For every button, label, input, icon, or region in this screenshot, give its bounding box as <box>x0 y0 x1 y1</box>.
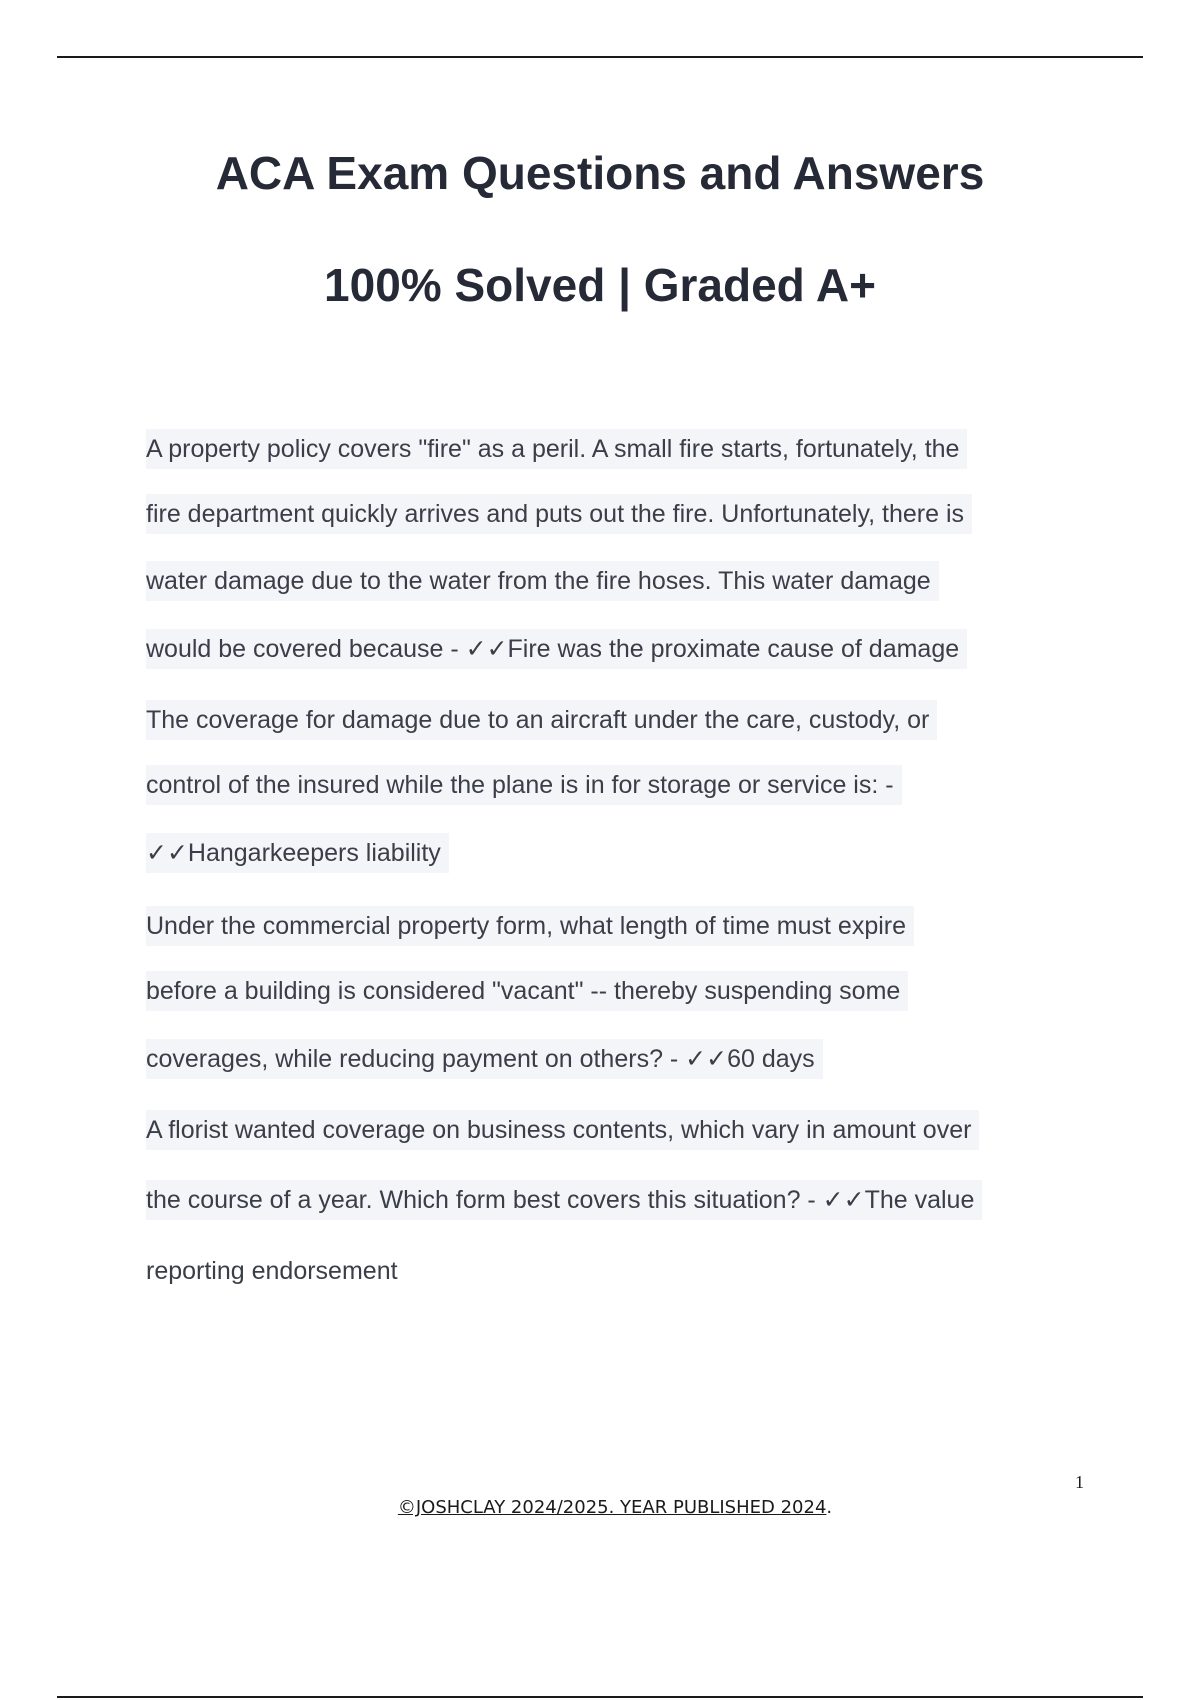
qa-line: fire department quickly arrives and puts out the fire. Unfortunately, there is <box>146 494 972 534</box>
footer-copyright: ©JOSHCLAY 2024/2025. YEAR PUBLISHED 2024 <box>397 1497 827 1518</box>
document-title-line-1: ACA Exam Questions and Answers <box>215 147 985 199</box>
qa-line: reporting endorsement <box>146 1257 398 1285</box>
qa-line: A property policy covers "fire" as a peril. A small fire starts, fortunately, the <box>146 429 967 469</box>
qa-line: ✓✓Hangarkeepers liability <box>146 833 449 873</box>
qa-line: Under the commercial property form, what length of time must expire <box>146 906 914 946</box>
top-rule <box>57 56 1143 58</box>
footer <box>0 1497 1200 1518</box>
qa-line: coverages, while reducing payment on others? - ✓✓60 days <box>146 1039 823 1079</box>
document-title-line-2: 100% Solved | Graded A+ <box>324 259 876 311</box>
footer-suffix: . <box>826 1497 833 1518</box>
qa-line: before a building is considered "vacant" -- thereby suspending some <box>146 971 908 1011</box>
qa-line: A florist wanted coverage on business contents, which vary in amount over <box>146 1110 979 1150</box>
qa-line: would be covered because - ✓✓Fire was the proximate cause of damage <box>146 629 967 669</box>
qa-line: the course of a year. Which form best covers this situation? - ✓✓The value <box>146 1180 982 1220</box>
qa-line: The coverage for damage due to an aircraft under the care, custody, or <box>146 700 937 740</box>
qa-line: water damage due to the water from the fire hoses. This water damage <box>146 561 939 601</box>
qa-line: control of the insured while the plane is in for storage or service is: - <box>146 765 902 805</box>
page-number: 1 <box>1075 1472 1084 1492</box>
bottom-rule <box>57 1696 1143 1698</box>
